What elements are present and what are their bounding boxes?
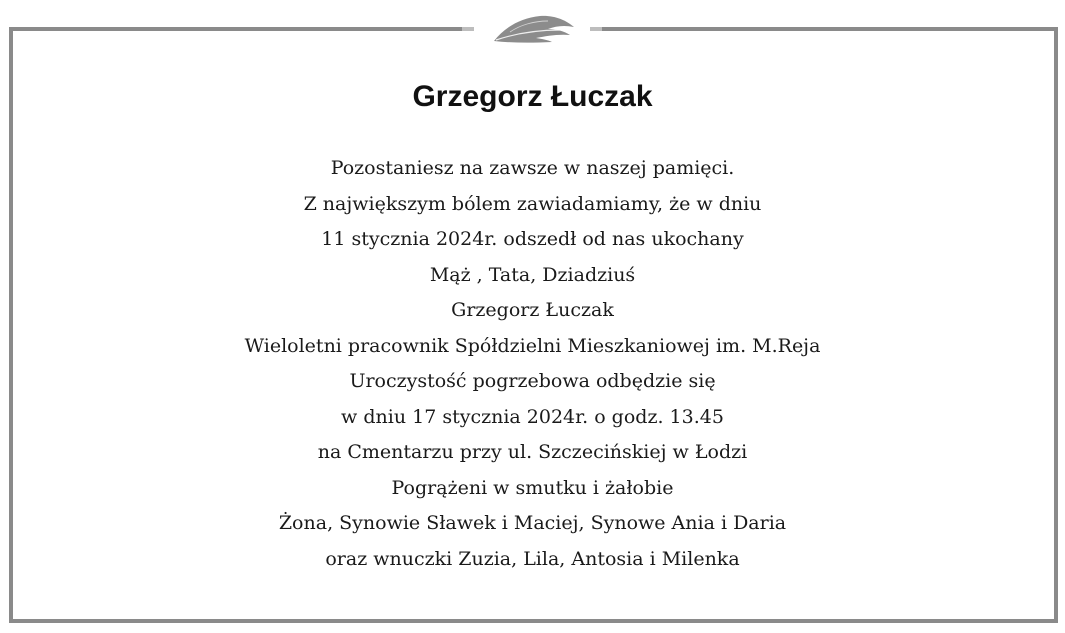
frame-accent-left [462,27,474,31]
deceased-name-title: Grzegorz Łuczak [412,80,653,113]
notice-line: Pogrążeni w smutku i żałobie [391,476,674,499]
notice-line: Grzegorz Łuczak [451,299,614,321]
notice-line: Pozostaniesz na zawsze w naszej pamięci. [330,157,735,179]
notice-line: 11 stycznia 2024r. odszedł od nas ukochany [321,228,744,250]
notice-line: Uroczystość pogrzebowa odbędzie się [349,370,716,392]
notice-line: Żona, Synowie Sławek i Maciej, Synowe Ania i Daria [278,512,787,534]
notice-line: w dniu 17 stycznia 2024r. o godz. 13.45 [341,405,724,428]
notice-line: Z największym bólem zawiadamiamy, że w dniu [303,192,762,215]
notice-line: Wieloletni pracownik Spółdzielni Mieszkaniowej im. M.Reja [244,334,821,357]
notice-line: oraz wnuczki Zuzia, Lila, Antosia i Milenka [325,547,740,570]
frame-accent-right [590,27,602,31]
notice-line: Mąż , Tata, Dziadziuś [429,263,636,286]
notice-body [0,151,1065,577]
feather-icon [490,8,578,46]
notice-line: na Cmentarzu przy ul. Szczecińskiej w Łodzi [317,441,748,463]
